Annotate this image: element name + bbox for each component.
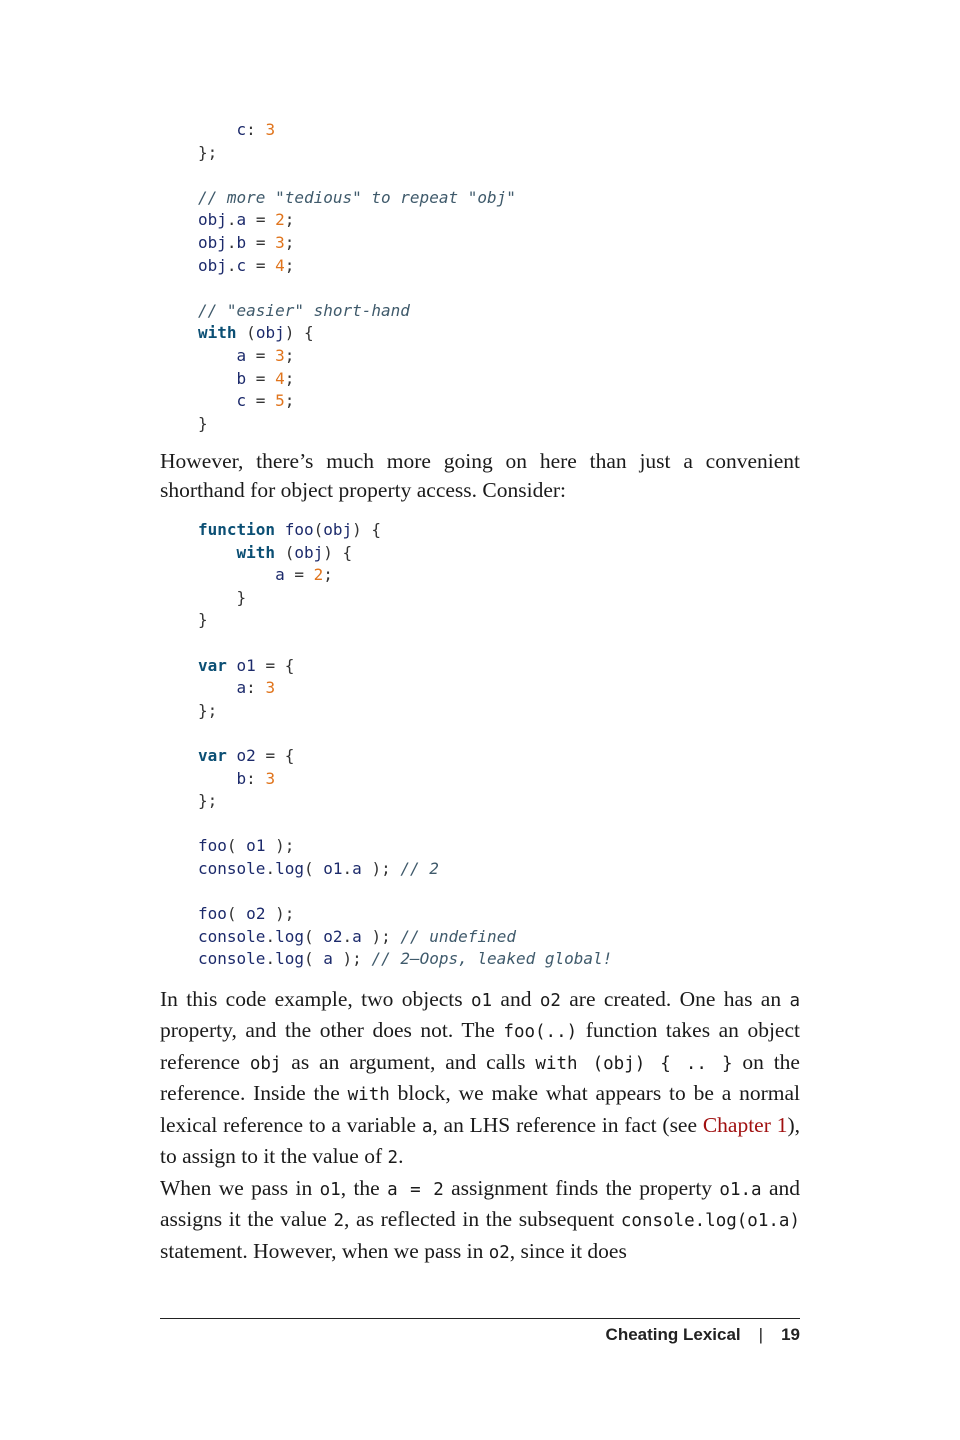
code-line: } [198, 610, 208, 630]
code-line: } [236, 587, 247, 607]
text-run: on the reference. Inside the [160, 1049, 800, 1106]
inline-code: 2 [333, 1211, 345, 1232]
running-footer-section: Cheating Lexical [605, 1325, 741, 1344]
inline-code: o1.a [719, 1180, 762, 1200]
footer-separator: | [758, 1325, 764, 1344]
code-line: // "easier" short-hand [198, 300, 410, 320]
code-line: with (obj) { [236, 542, 353, 562]
text-run: ), to assign to it the value of [160, 1112, 800, 1169]
code-line [198, 164, 516, 187]
code-line: c: 3 [198, 120, 276, 139]
code-line [198, 881, 612, 904]
inline-code: console.log(o1.a) [620, 1211, 800, 1232]
inline-code: with [347, 1085, 390, 1106]
text-run: When we pass in [160, 1176, 320, 1200]
text-run: statement. However, when we pass in [160, 1238, 489, 1263]
code-line: b: 3 [198, 768, 276, 788]
footer-rule [160, 1318, 800, 1319]
code-line [198, 632, 612, 655]
text-run: , as reflected in the subsequent [344, 1207, 621, 1232]
inline-code: o2 [539, 991, 561, 1011]
body-paragraph-2 [160, 985, 800, 1173]
text-run: function takes an object reference [160, 1018, 800, 1074]
code-line: obj.b = 3; [198, 232, 295, 252]
text-run: , an LHS reference in fact (see [432, 1112, 703, 1137]
text-run: and [492, 987, 540, 1011]
page-footer [606, 1325, 800, 1345]
code-line: c = 5; [198, 391, 295, 411]
code-block-2 [198, 519, 612, 971]
code-line [198, 722, 612, 745]
code-line: // more "tedious" to repeat "obj" [198, 187, 516, 207]
code-line [198, 277, 516, 300]
body-paragraph-1: However, there’s much more going on here than just a convenient shorthand for object property access. Consider: [160, 449, 800, 503]
inline-code: o1 [319, 1180, 341, 1200]
code-line: }; [198, 791, 218, 811]
code-line: console.log( o1.a ); // 2 [198, 858, 439, 878]
code-line: a: 3 [198, 678, 276, 698]
code-line: a = 2; [198, 565, 333, 585]
text-run: and assigns it the value [160, 1176, 800, 1232]
inline-code: a [421, 1116, 433, 1137]
code-line: }; [198, 700, 218, 720]
code-line: foo( o1 ); [198, 836, 295, 856]
text-run: In this code example, two objects [160, 987, 471, 1011]
inline-code: o2 [488, 1242, 510, 1263]
code-line: }; [198, 142, 218, 162]
code-line [198, 813, 612, 836]
chapter-1-link[interactable]: Chapter 1 [702, 1112, 788, 1137]
inline-code: with (obj) { .. } [535, 1053, 733, 1074]
code-line: function foo(obj) { [198, 520, 382, 539]
text-run: are created. One has an [560, 987, 790, 1011]
inline-code: foo(..) [503, 1022, 578, 1043]
text-run: . [398, 1144, 404, 1169]
text-run: property, and the other does not. The [160, 1018, 504, 1043]
code-line: with (obj) { [198, 323, 314, 343]
code-line: obj.a = 2; [198, 210, 295, 230]
code-line: var o1 = { [198, 655, 295, 675]
inline-code: obj [249, 1053, 282, 1074]
inline-code: a [789, 991, 800, 1011]
code-line: a = 3; [198, 345, 295, 365]
page-number: 19 [781, 1325, 800, 1344]
text-run: , since it does [509, 1238, 627, 1263]
code-block-1 [198, 119, 516, 435]
inline-code: a = 2 [387, 1180, 444, 1200]
code-line: b = 4; [198, 368, 295, 388]
text-run: block, we make what appears to be a normal lexical reference to a variable [160, 1081, 800, 1137]
code-line: var o2 = { [198, 745, 295, 765]
body-paragraph-3 [160, 1174, 800, 1268]
text-run: as an argument, and calls [281, 1049, 536, 1074]
code-line: console.log( a ); // 2—Oops, leaked global! [198, 949, 613, 969]
code-line: obj.c = 4; [198, 255, 295, 275]
inline-code: o1 [471, 991, 493, 1011]
code-line: console.log( o2.a ); // undefined [198, 926, 516, 946]
inline-code: 2 [387, 1148, 399, 1169]
text-run: , the [340, 1176, 388, 1200]
code-line: foo( o2 ); [198, 904, 295, 924]
code-line: } [198, 413, 208, 433]
text-run: assignment finds the property [443, 1176, 720, 1200]
